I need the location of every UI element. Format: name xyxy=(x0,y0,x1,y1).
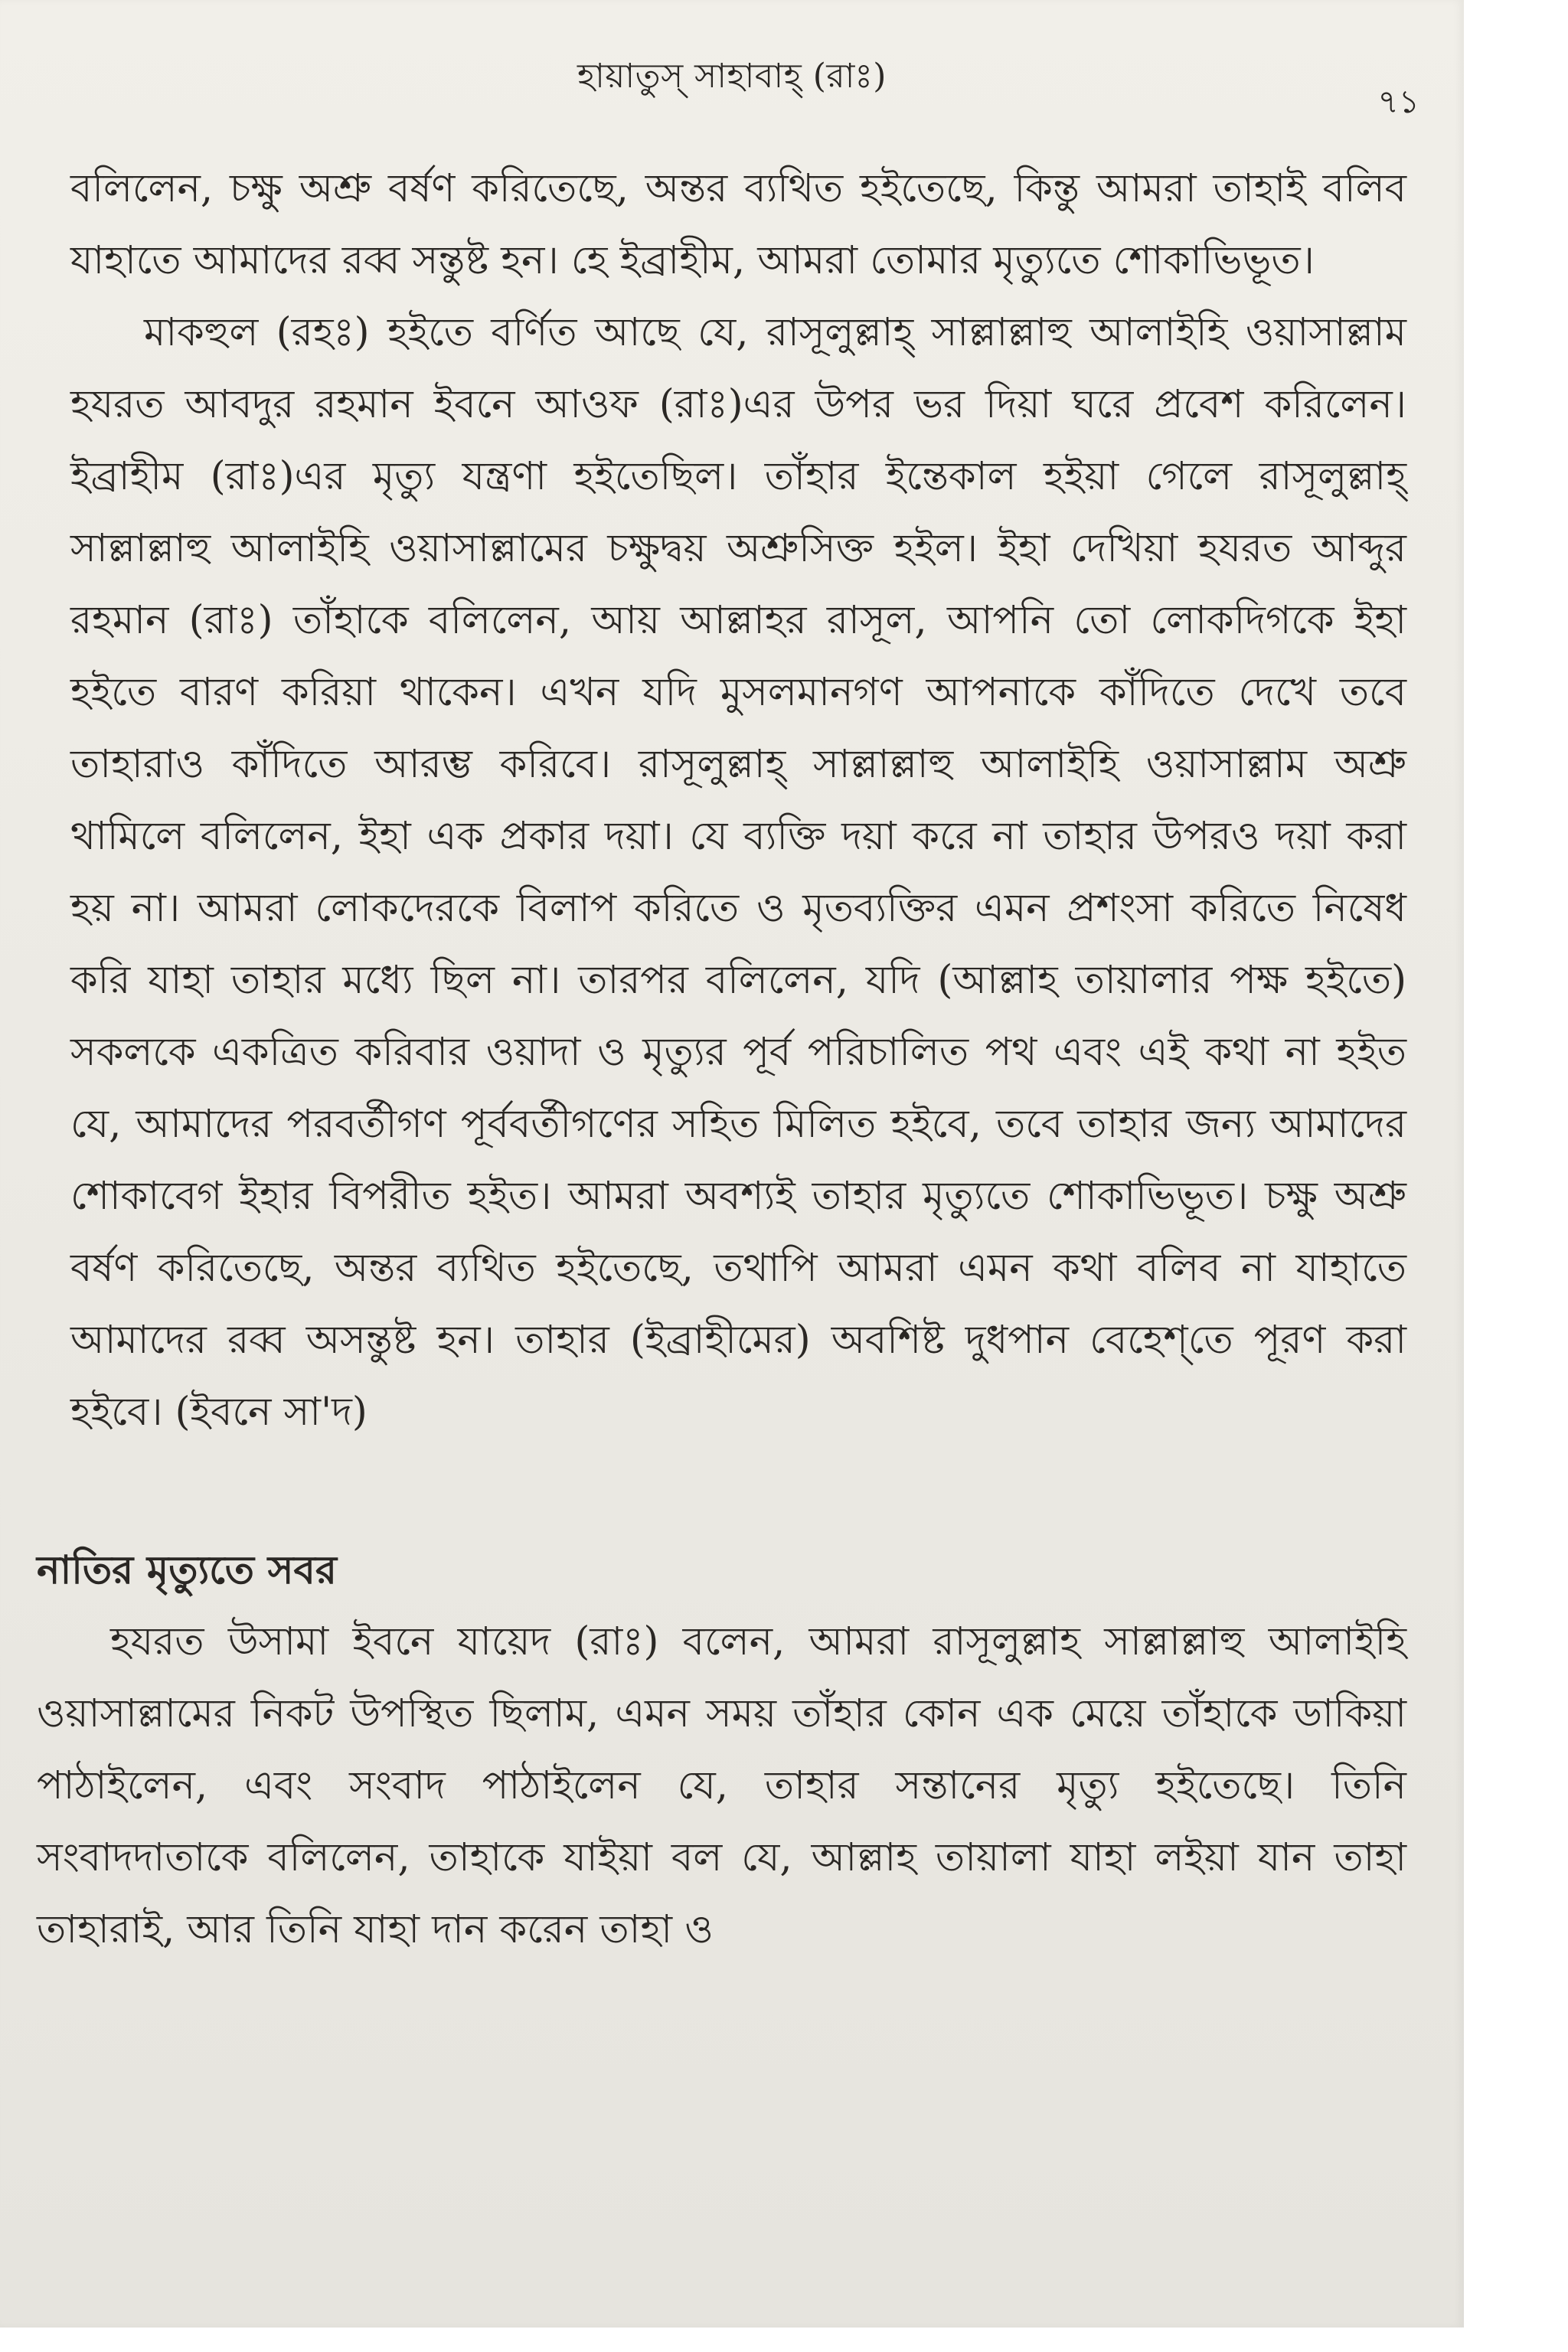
paragraph-makhul-narration: মাকহুল (রহঃ) হইতে বর্ণিত আছে যে, রাসূলুল্লাহ্ সাল্লাল্লাহু আলাইহি ওয়াসাল্লাম হযরত আবদুর রহমান ইবনে আওফ (রাঃ)এর উপর ভর দিয়া ঘরে প্রবেশ করিলেন। ইব্রাহীম (রাঃ)এর মৃত্যু যন্ত্রণা হইতেছিল। তাঁহার ইন্তেকাল হইয়া গেলে রাসূলুল্লাহ্ সাল্লাল্লাহু আলাইহি ওয়াসাল্লামের চক্ষুদ্বয় অশ্রুসিক্ত হইল। ইহা দেখিয়া হযরত আব্দুর রহমান (রাঃ) তাঁহাকে বলিলেন, আয় আল্লাহর রাসূল, আপনি তো লোকদিগকে ইহা হইতে বারণ করিয়া থাকেন। এখন যদি মুসলমানগণ আপনাকে কাঁদিতে দেখে তবে তাহারাও কাঁদিতে আরম্ভ করিবে। রাসূলুল্লাহ্ সাল্লাল্লাহু আলাইহি ওয়াসাল্লাম অশ্রু থামিলে বলিলেন, ইহা এক প্রকার দয়া। যে ব্যক্তি দয়া করে না তাহার উপরও দয়া করা হয় না। আমরা লোকদেরকে বিলাপ করিতে ও মৃতব্যক্তির এমন প্রশংসা করিতে নিষেধ করি যাহা তাহার মধ্যে ছিল না। তারপর বলিলেন, যদি (আল্লাহ তায়ালার পক্ষ হইতে) সকলকে একত্রিত করিবার ওয়াদা ও মৃত্যুর পূর্ব পরিচালিত পথ এবং এই কথা না হইত যে, আমাদের পরবর্তীগণ পূর্ববর্তীগণের সহিত মিলিত হইবে, তবে তাহার জন্য আমাদের শোকাবেগ ইহার বিপরীত হইত। আমরা অবশ্যই তাহার মৃত্যুতে শোকাভিভূত। চক্ষু অশ্রু বর্ষণ করিতেছে, অন্তর ব্যথিত হইতেছে, তথাপি আমরা এমন কথা বলিব না যাহাতে আমাদের রব্ব অসন্তুষ্ট হন। তাহার (ইব্রাহীমের) অবশিষ্ট দুধপান বেহেশ্‌তে পূরণ করা হইবে। (ইবনে সা'দ) xyxy=(70,310,1406,1435)
page-number: ৭১ xyxy=(1377,83,1419,120)
page-body xyxy=(37,153,1406,1966)
section-heading: নাতির মৃত্যুতে সবর xyxy=(37,1547,337,1593)
paragraph-usama-narration: হযরত উসামা ইবনে যায়েদ (রাঃ) বলেন, আমরা রাসূলুল্লাহ সাল্লাল্লাহু আলাইহি ওয়াসাল্লামের নিকট উপস্থিত ছিলাম, এমন সময় তাঁহার কোন এক মেয়ে তাঁহাকে ডাকিয়া পাঠাইলেন, এবং সংবাদ পাঠাইলেন যে, তাহার সন্তানের মৃত্যু হইতেছে। তিনি সংবাদদাতাকে বলিলেন, তাহাকে যাইয়া বল যে, আল্লাহ তায়ালা যাহা লইয়া যান তাহা তাহারাই, আর তিনি যাহা দান করেন তাহা ও xyxy=(37,1619,1406,1952)
paragraph-continued: বলিলেন, চক্ষু অশ্রু বর্ষণ করিতেছে, অন্তর ব্যথিত হইতেছে, কিন্তু আমরা তাহাই বলিব যাহাতে আমাদের রব্ব সন্তুষ্ট হন। হে ইব্রাহীম, আমরা তোমার মৃত্যুতে শোকাভিভূত। xyxy=(70,166,1406,283)
section-grandchild-death xyxy=(37,1534,1406,1966)
running-head-title: হায়াতুস্ সাহাবাহ্ (রাঃ) xyxy=(577,57,887,96)
section-body xyxy=(37,1606,1406,1966)
